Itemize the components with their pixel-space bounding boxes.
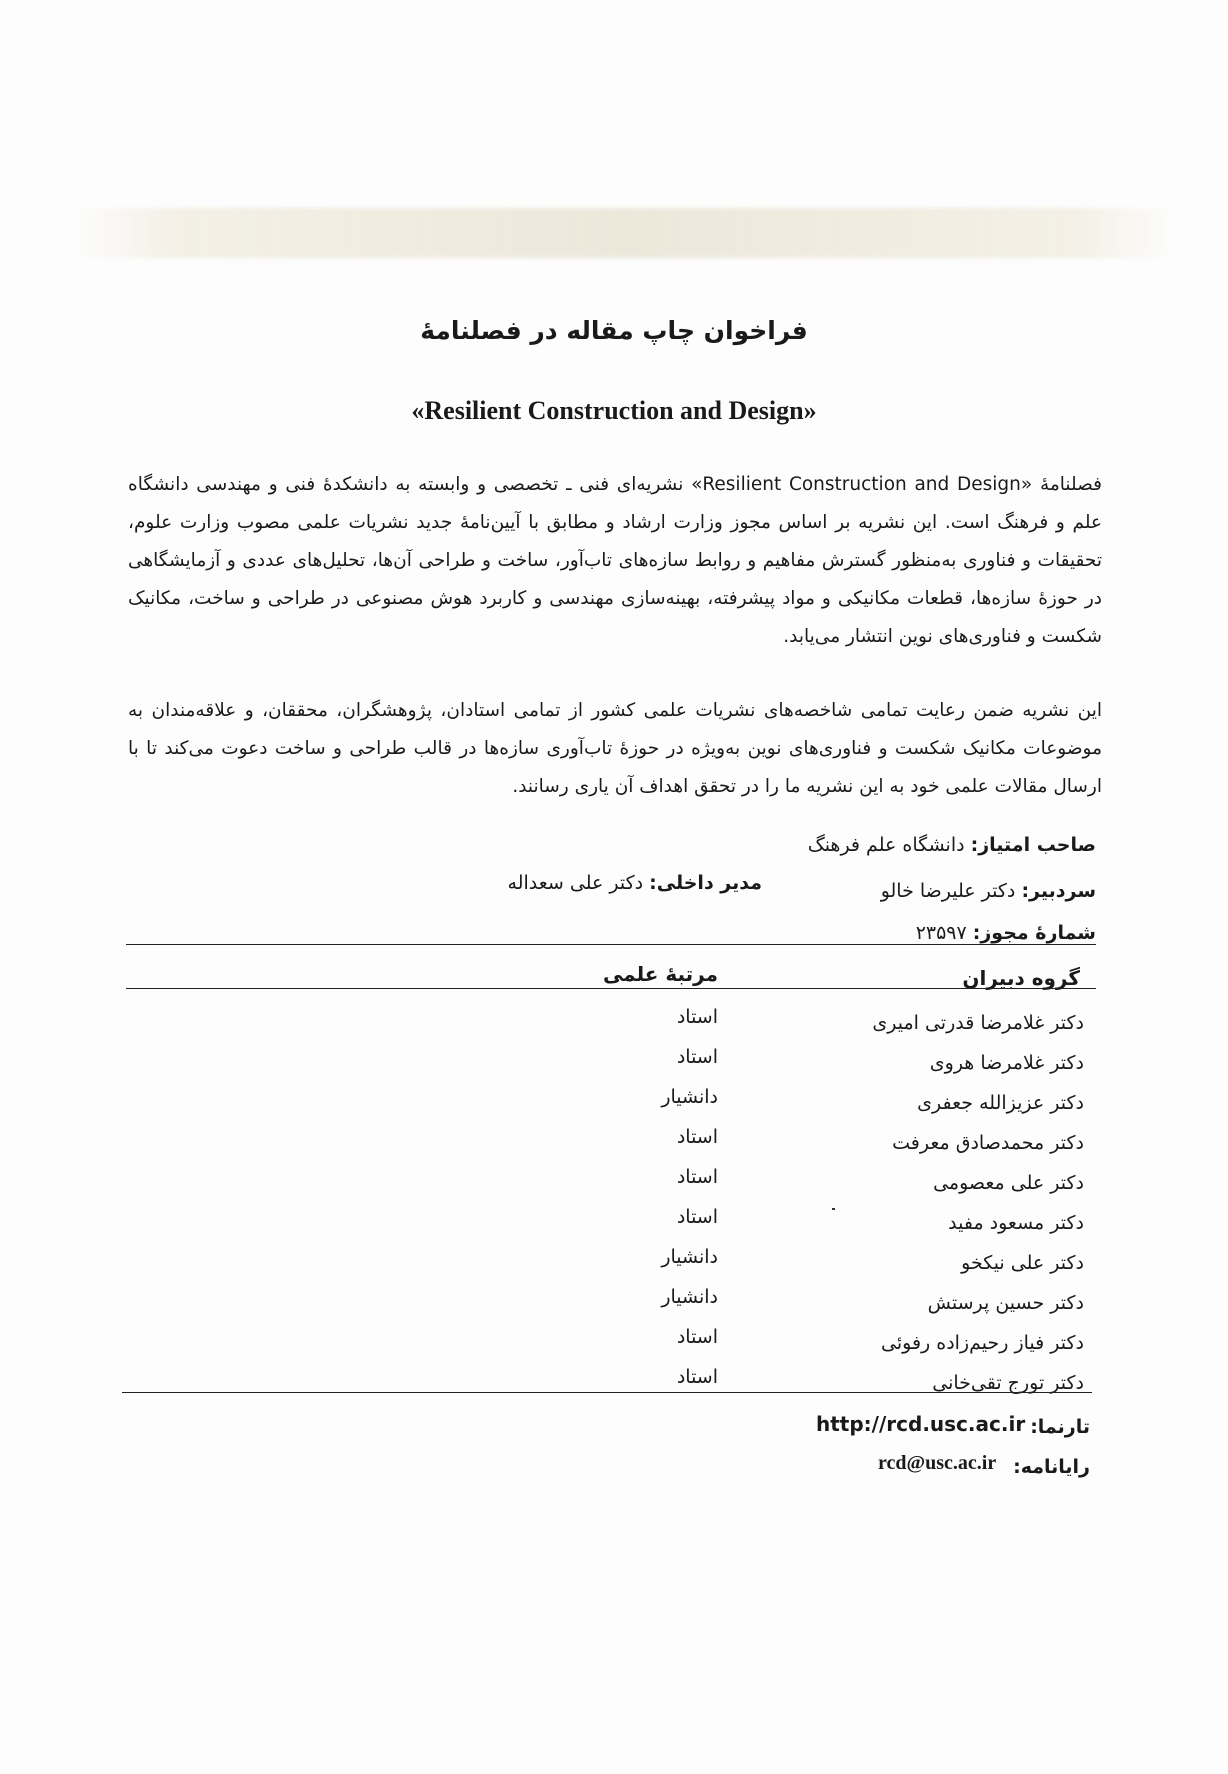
table-row (120, 1126, 1084, 1166)
manager-label: مدیر داخلی: (649, 872, 762, 894)
editor-rank: دانشیار (661, 1246, 718, 1268)
editor-name: دکتر مسعود مفید (948, 1212, 1084, 1234)
manager-line (508, 872, 762, 894)
table-header-rule (126, 988, 1096, 989)
editor-rank: دانشیار (661, 1086, 718, 1108)
owner-value: دانشگاه علم فرهنگ (807, 834, 971, 856)
editor-name: دکتر علی معصومی (933, 1172, 1084, 1194)
email-link[interactable]: rcd@usc.ac.ir (878, 1452, 997, 1474)
table-row (120, 1166, 1084, 1206)
rank-column-header: مرتبهٔ علمی (602, 962, 718, 986)
editor-rank: استاد (676, 1366, 718, 1388)
table-row (120, 1246, 1084, 1286)
license-label: شمارهٔ مجوز: (972, 922, 1096, 944)
owner-line (808, 834, 1096, 856)
faint-bleed-through-band (70, 208, 1180, 258)
editor-name: دکتر علی نیکخو (961, 1252, 1084, 1274)
table-row (120, 1366, 1084, 1406)
editor-rank: دانشیار (661, 1286, 718, 1308)
editor-name: دکتر فیاز رحیم‌زاده رفوئی (881, 1332, 1084, 1354)
table-row (120, 1286, 1084, 1326)
table-row (120, 1046, 1084, 1086)
table-row (120, 1206, 1084, 1246)
editor-name: دکتر محمدصادق معرفت (892, 1132, 1084, 1154)
editor-rank: استاد (676, 1126, 718, 1148)
website-link[interactable]: http://rcd.usc.ac.ir (816, 1412, 1026, 1436)
email-label: رایانامه: (1013, 1456, 1090, 1478)
editor-rank: استاد (676, 1206, 718, 1228)
license-line (916, 922, 1096, 944)
manager-value: دکتر علی سعداله (507, 872, 650, 894)
editor-rank: استاد (676, 1326, 718, 1348)
table-row (120, 1006, 1084, 1046)
editors-table-body (120, 1006, 1084, 1406)
stray-mark (832, 1208, 835, 1210)
editor-rank: استاد (676, 1006, 718, 1028)
editors-column-header: گروه دبیران (962, 966, 1080, 990)
editor-label: سردبیر: (1021, 880, 1096, 902)
editor-name: دکتر غلامرضا هروی (929, 1052, 1084, 1074)
journal-name: «Resilient Construction and Design» (411, 396, 817, 425)
editor-rank: استاد (676, 1046, 718, 1068)
call-for-papers-title: فراخوان چاپ مقاله در فصلنامهٔ (420, 316, 808, 345)
intro-paragraph: فصلنامهٔ «Resilient Construction and Design» نشریه‌ای فنی ـ تخصصی و وابسته به دانشکدهٔ فنی و مهندسی دانشگاه علم و فرهنگ است. این نشریه بر اساس مجوز وزارت ارشاد و مطابق با آیین‌نامهٔ جدید نشریات علمی مصوب وزارت علوم، تحقیقات و فناوری به‌منظور گسترش مفاهیم و روابط سازه‌های تاب‌آور، ساخت و طراحی آن‌ها، تحلیل‌های عددی و آزمایشگاهی در حوزهٔ سازه‌ها، قطعات مکانیکی و مواد پیشرفته، بهینه‌سازی مهندسی و کاربرد هوش مصنوعی در طراحی و ساخت، مکانیک شکست و فناوری‌های نوین انتشار می‌یابد. (128, 474, 1102, 647)
table-row (120, 1086, 1084, 1126)
table-bottom-rule (122, 1392, 1092, 1393)
editor-name: دکتر حسین پرستش (927, 1292, 1084, 1314)
license-value: ۲۳۵۹۷ (915, 922, 973, 944)
editor-name: دکتر تورج تقی‌خانی (932, 1372, 1084, 1394)
editor-rank: استاد (676, 1166, 718, 1188)
editor-value: دکتر علیرضا خالو (880, 880, 1022, 902)
table-top-rule (126, 944, 1096, 945)
editor-name: دکتر غلامرضا قدرتی امیری (872, 1012, 1084, 1034)
invitation-paragraph: این نشریه ضمن رعایت تمامی شاخصه‌های نشریات علمی کشور از تمامی استادان، پژوهشگران، محققان، و علاقه‌مندان به موضوعات مکانیک شکست و فناوری‌های نوین به‌ویژه در حوزهٔ تاب‌آوری سازه‌ها در قالب طراحی و ساخت دعوت می‌کند تا با ارسال مقالات علمی خود به این نشریه ما را در تحقق اهداف آن یاری رسانند. (128, 700, 1102, 797)
editor-name: دکتر عزیزالله جعفری (917, 1092, 1084, 1114)
editor-line (881, 880, 1096, 902)
owner-label: صاحب امتیاز: (970, 834, 1096, 856)
table-row (120, 1326, 1084, 1366)
website-label: تارنما: (1030, 1416, 1090, 1438)
